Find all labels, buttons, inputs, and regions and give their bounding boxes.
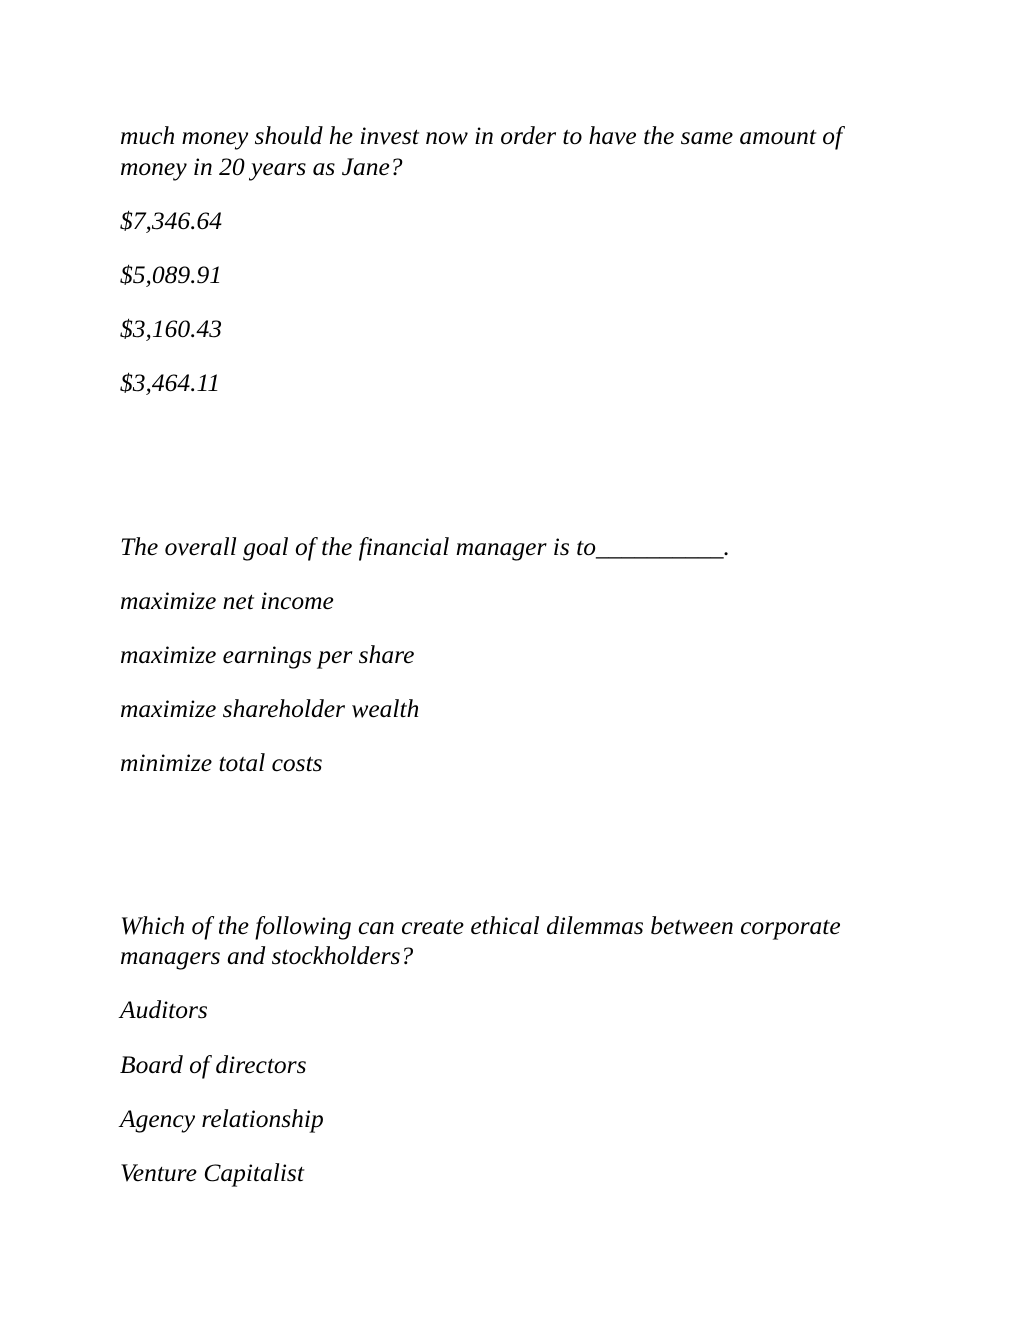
question-3-option-d: Venture Capitalist [120,1158,304,1187]
question-3-option-c: Agency relationship [120,1104,324,1133]
question-3-text-line-2: managers and stockholders? [120,941,414,970]
question-3-option-b: Board of directors [120,1050,307,1079]
question-2-option-c: maximize shareholder wealth [120,694,420,723]
question-2-option-b: maximize earnings per share [120,640,415,669]
question-1-option-b: $5,089.91 [120,260,222,289]
question-2-option-a: maximize net income [120,586,334,615]
question-1-option-a: $7,346.64 [120,206,222,235]
question-1-option-d: $3,464.11 [120,368,221,397]
question-2-option-d: minimize total costs [120,748,323,777]
question-1-text-line-2: money in 20 years as Jane? [120,152,403,181]
question-3-text-line-1: Which of the following can create ethical dilemmas between corporate [120,911,841,940]
question-2-text-line-1: The overall goal of the financial manager is to__________. [120,532,730,561]
question-3-option-a: Auditors [120,995,208,1024]
question-1-text-line-1: much money should he invest now in order to have the same amount of [120,121,843,150]
question-1-option-c: $3,160.43 [120,314,222,343]
